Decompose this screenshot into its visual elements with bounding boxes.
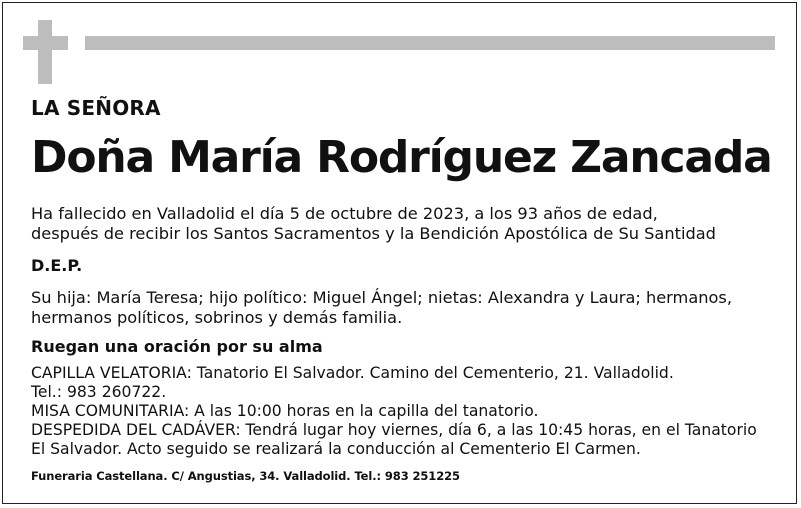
details-line: El Salvador. Acto seguido se realizará la conducción al Cementerio El Carmen.	[31, 440, 641, 458]
details-line: CAPILLA VELATORIA: Tanatorio El Salvador. Camino del Cementerio, 21. Valladolid.	[31, 364, 674, 382]
announcement-line: después de recibir los Santos Sacramentos y la Bendición Apostólica de Su Santidad	[31, 224, 716, 243]
family-line: hermanos políticos, sobrinos y demás familia.	[31, 308, 403, 327]
cross-vertical-bar	[38, 20, 52, 84]
dep-label: D.E.P.	[31, 256, 83, 275]
cross-horizontal-bar	[23, 36, 68, 50]
deceased-name: Doña María Rodríguez Zancada	[31, 132, 772, 183]
prayer-request: Ruegan una oración por su alma	[31, 337, 323, 356]
header-rule	[85, 36, 775, 50]
family-line: Su hija: María Teresa; hijo político: Miguel Ángel; nietas: Alexandra y Laura; hermanos,	[31, 288, 732, 307]
announcement-paragraph	[31, 204, 716, 244]
family-paragraph	[31, 288, 732, 328]
announcement-line: Ha fallecido en Valladolid el día 5 de octubre de 2023, a los 93 años de edad,	[31, 204, 658, 223]
details-line: DESPEDIDA DEL CADÁVER: Tendrá lugar hoy viernes, día 6, a las 10:45 horas, en el Tanatorio	[31, 421, 757, 439]
cross-icon	[23, 20, 68, 84]
honorific-title: LA SEÑORA	[31, 96, 161, 120]
funeral-home-footer: Funeraria Castellana. C/ Angustias, 34. Valladolid. Tel.: 983 251225	[31, 469, 460, 483]
details-line: Tel.: 983 260722.	[31, 383, 167, 401]
service-details	[31, 364, 757, 459]
details-line: MISA COMUNITARIA: A las 10:00 horas en la capilla del tanatorio.	[31, 402, 539, 420]
